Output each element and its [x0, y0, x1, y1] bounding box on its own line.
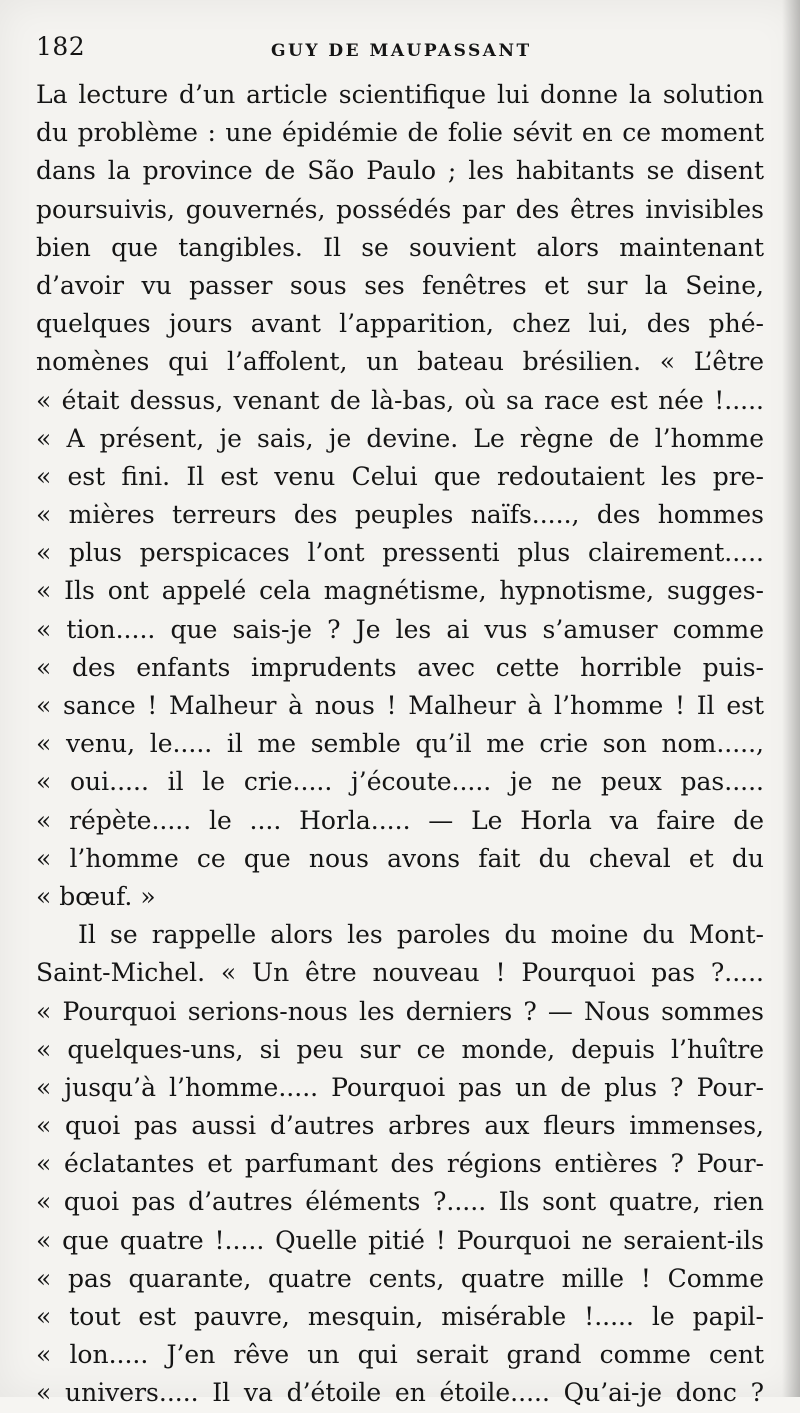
text-line: La lecture d’un article scientifique lui donne la solution — [36, 80, 764, 109]
text-line: « éclatantes et parfumant des régions entières ? Pour- — [36, 1149, 764, 1179]
text-line: « A présent, je sais, je devine. Le règne de l’homme — [36, 423, 764, 453]
text-line: quelques jours avant l’apparition, chez lui, des phé- — [36, 309, 764, 339]
running-head: GUY DE MAUPASSANT — [271, 41, 532, 61]
text-line: « est fini. Il est venu Celui que redoutaient les pre- — [36, 461, 764, 491]
text-line: Saint-Michel. « Un être nouveau ! Pourquoi pas ?..... — [36, 958, 764, 988]
text-line: « des enfants imprudents avec cette horrible puis- — [36, 652, 764, 682]
text-line: « Pourquoi serions-nous les derniers ? — Nous sommes — [36, 996, 764, 1026]
text-line: nomènes qui l’affolent, un bateau brésilien. « L’être — [36, 347, 764, 377]
text-line: « mières terreurs des peuples naïfs....., des hommes — [36, 500, 764, 530]
text-line: du problème : une épidémie de folie sévit en ce moment — [36, 118, 764, 148]
text-line: « que quatre !..... Quelle pitié ! Pourquoi ne seraient-ils — [36, 1225, 764, 1255]
text-line: « lon..... J’en rêve un qui serait grand comme cent — [36, 1340, 764, 1370]
text-line: Il se rappelle alors les paroles du moine du Mont- — [78, 920, 764, 950]
text-line: « plus perspicaces l’ont pressenti plus clairement..... — [36, 538, 764, 568]
text-line: « univers..... Il va d’étoile en étoile..... Qu’ai-je donc ? — [36, 1378, 764, 1408]
page-header — [36, 32, 776, 72]
text-line: « répète..... le .... Horla..... — Le Horla va faire de — [36, 805, 764, 835]
text-line: poursuivis, gouvernés, possédés par des êtres invisibles — [36, 194, 764, 224]
page-number: 182 — [36, 32, 86, 61]
text-line: « quoi pas d’autres éléments ?..... Ils sont quatre, rien — [36, 1187, 764, 1217]
text-line: « bœuf. » — [36, 881, 156, 911]
text-line: bien que tangibles. Il se souvient alors maintenant — [36, 232, 764, 262]
text-line: « l’homme ce que nous avons fait du cheval et du — [36, 843, 764, 873]
text-line: « pas quarante, quatre cents, quatre mille ! Comme — [36, 1263, 764, 1293]
page-edge-shadow — [782, 0, 800, 1397]
text-line: d’avoir vu passer sous ses fenêtres et sur la Seine, — [36, 270, 764, 300]
text-line: « quoi pas aussi d’autres arbres aux fleurs immenses, — [36, 1111, 764, 1141]
text-line: « tout est pauvre, mesquin, misérable !..... le papil- — [36, 1302, 764, 1331]
body-text — [36, 76, 764, 1413]
text-line: « était dessus, venant de là-bas, où sa race est née !..... — [36, 385, 764, 415]
text-line: « venu, le..... il me semble qu’il me crie son nom....., — [36, 729, 764, 759]
text-line: dans la province de São Paulo ; les habitants se disent — [36, 156, 764, 186]
text-line: « quelques-uns, si peu sur ce monde, depuis l’huître — [36, 1034, 764, 1064]
text-line: « Ils ont appelé cela magnétisme, hypnotisme, sugges- — [36, 576, 764, 606]
text-line: « oui..... il le crie..... j’écoute..... je ne peux pas..... — [36, 767, 764, 797]
text-line: « tion..... que sais-je ? Je les ai vus s’amuser comme — [36, 614, 764, 644]
text-line: « sance ! Malheur à nous ! Malheur à l’homme ! Il est — [36, 691, 764, 720]
text-line: « jusqu’à l’homme..... Pourquoi pas un de plus ? Pour- — [36, 1072, 764, 1102]
